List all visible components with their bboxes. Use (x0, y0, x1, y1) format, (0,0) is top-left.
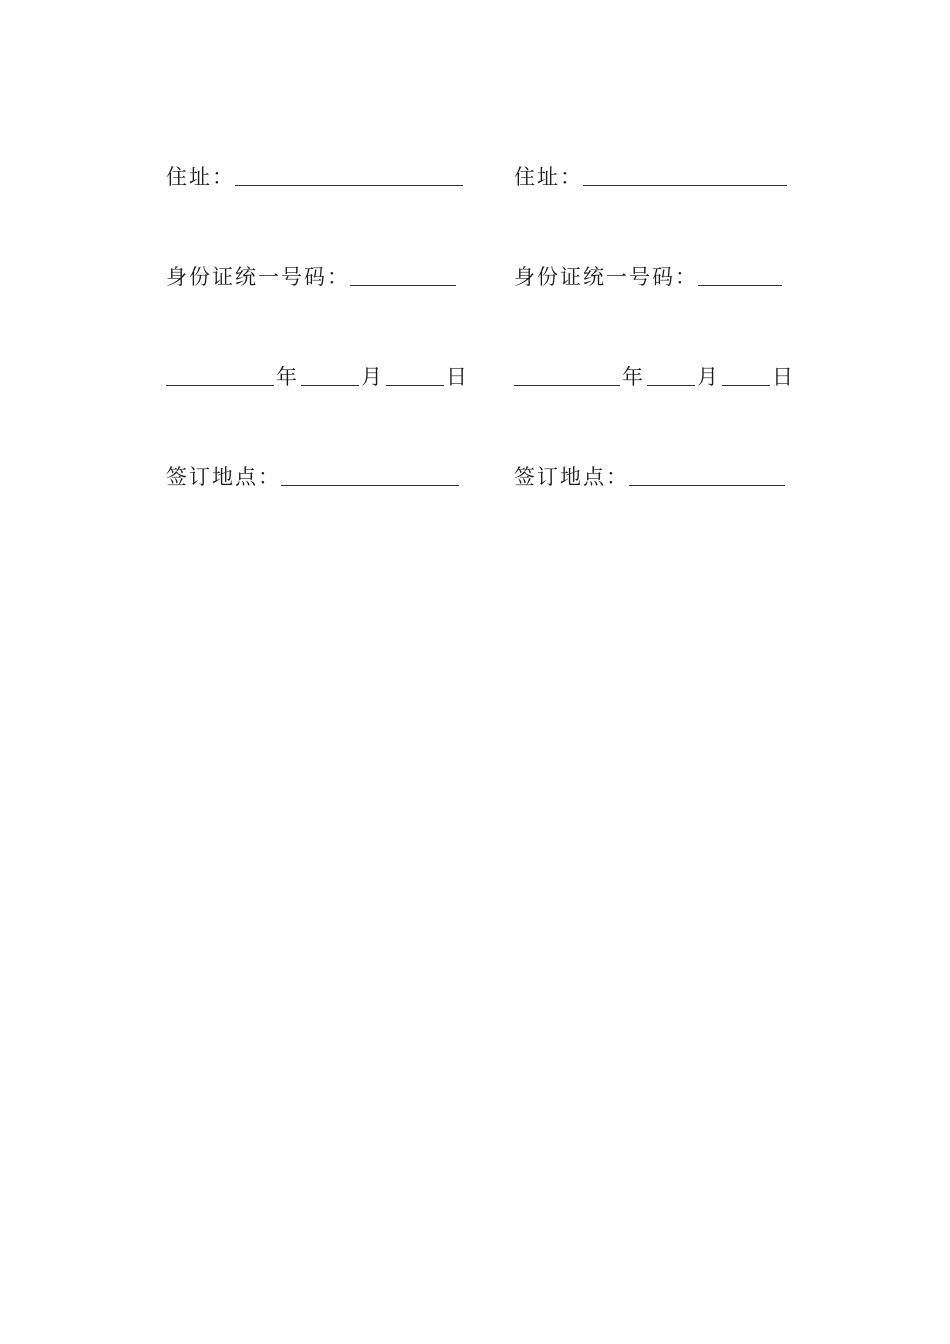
right-id-label: 身份证统一号码： (514, 265, 698, 289)
right-id-row (514, 260, 782, 290)
left-address-blank[interactable] (235, 160, 463, 186)
right-id-blank[interactable] (698, 260, 782, 286)
left-id-blank[interactable] (350, 260, 456, 286)
right-day-unit: 日 (772, 365, 795, 389)
right-place-label: 签订地点： (514, 465, 629, 489)
left-month-unit: 月 (361, 365, 384, 389)
left-year-blank[interactable] (166, 360, 274, 386)
left-day-blank[interactable] (386, 360, 444, 386)
right-address-label: 住址： (514, 165, 583, 189)
left-year-unit: 年 (276, 365, 299, 389)
left-id-row (166, 260, 456, 290)
right-date-row (514, 360, 797, 390)
left-day-unit: 日 (446, 365, 469, 389)
right-year-unit: 年 (622, 365, 645, 389)
left-id-label: 身份证统一号码： (166, 265, 350, 289)
right-day-blank[interactable] (722, 360, 770, 386)
right-year-blank[interactable] (514, 360, 620, 386)
left-place-blank[interactable] (281, 460, 459, 486)
left-date-row (166, 360, 471, 390)
right-place-row (514, 460, 785, 490)
right-place-blank[interactable] (629, 460, 785, 486)
right-month-blank[interactable] (647, 360, 695, 386)
right-month-unit: 月 (697, 365, 720, 389)
right-address-blank[interactable] (583, 160, 787, 186)
left-place-label: 签订地点： (166, 465, 281, 489)
left-address-row (166, 160, 463, 190)
right-address-row (514, 160, 787, 190)
left-address-label: 住址： (166, 165, 235, 189)
left-month-blank[interactable] (301, 360, 359, 386)
left-place-row (166, 460, 459, 490)
